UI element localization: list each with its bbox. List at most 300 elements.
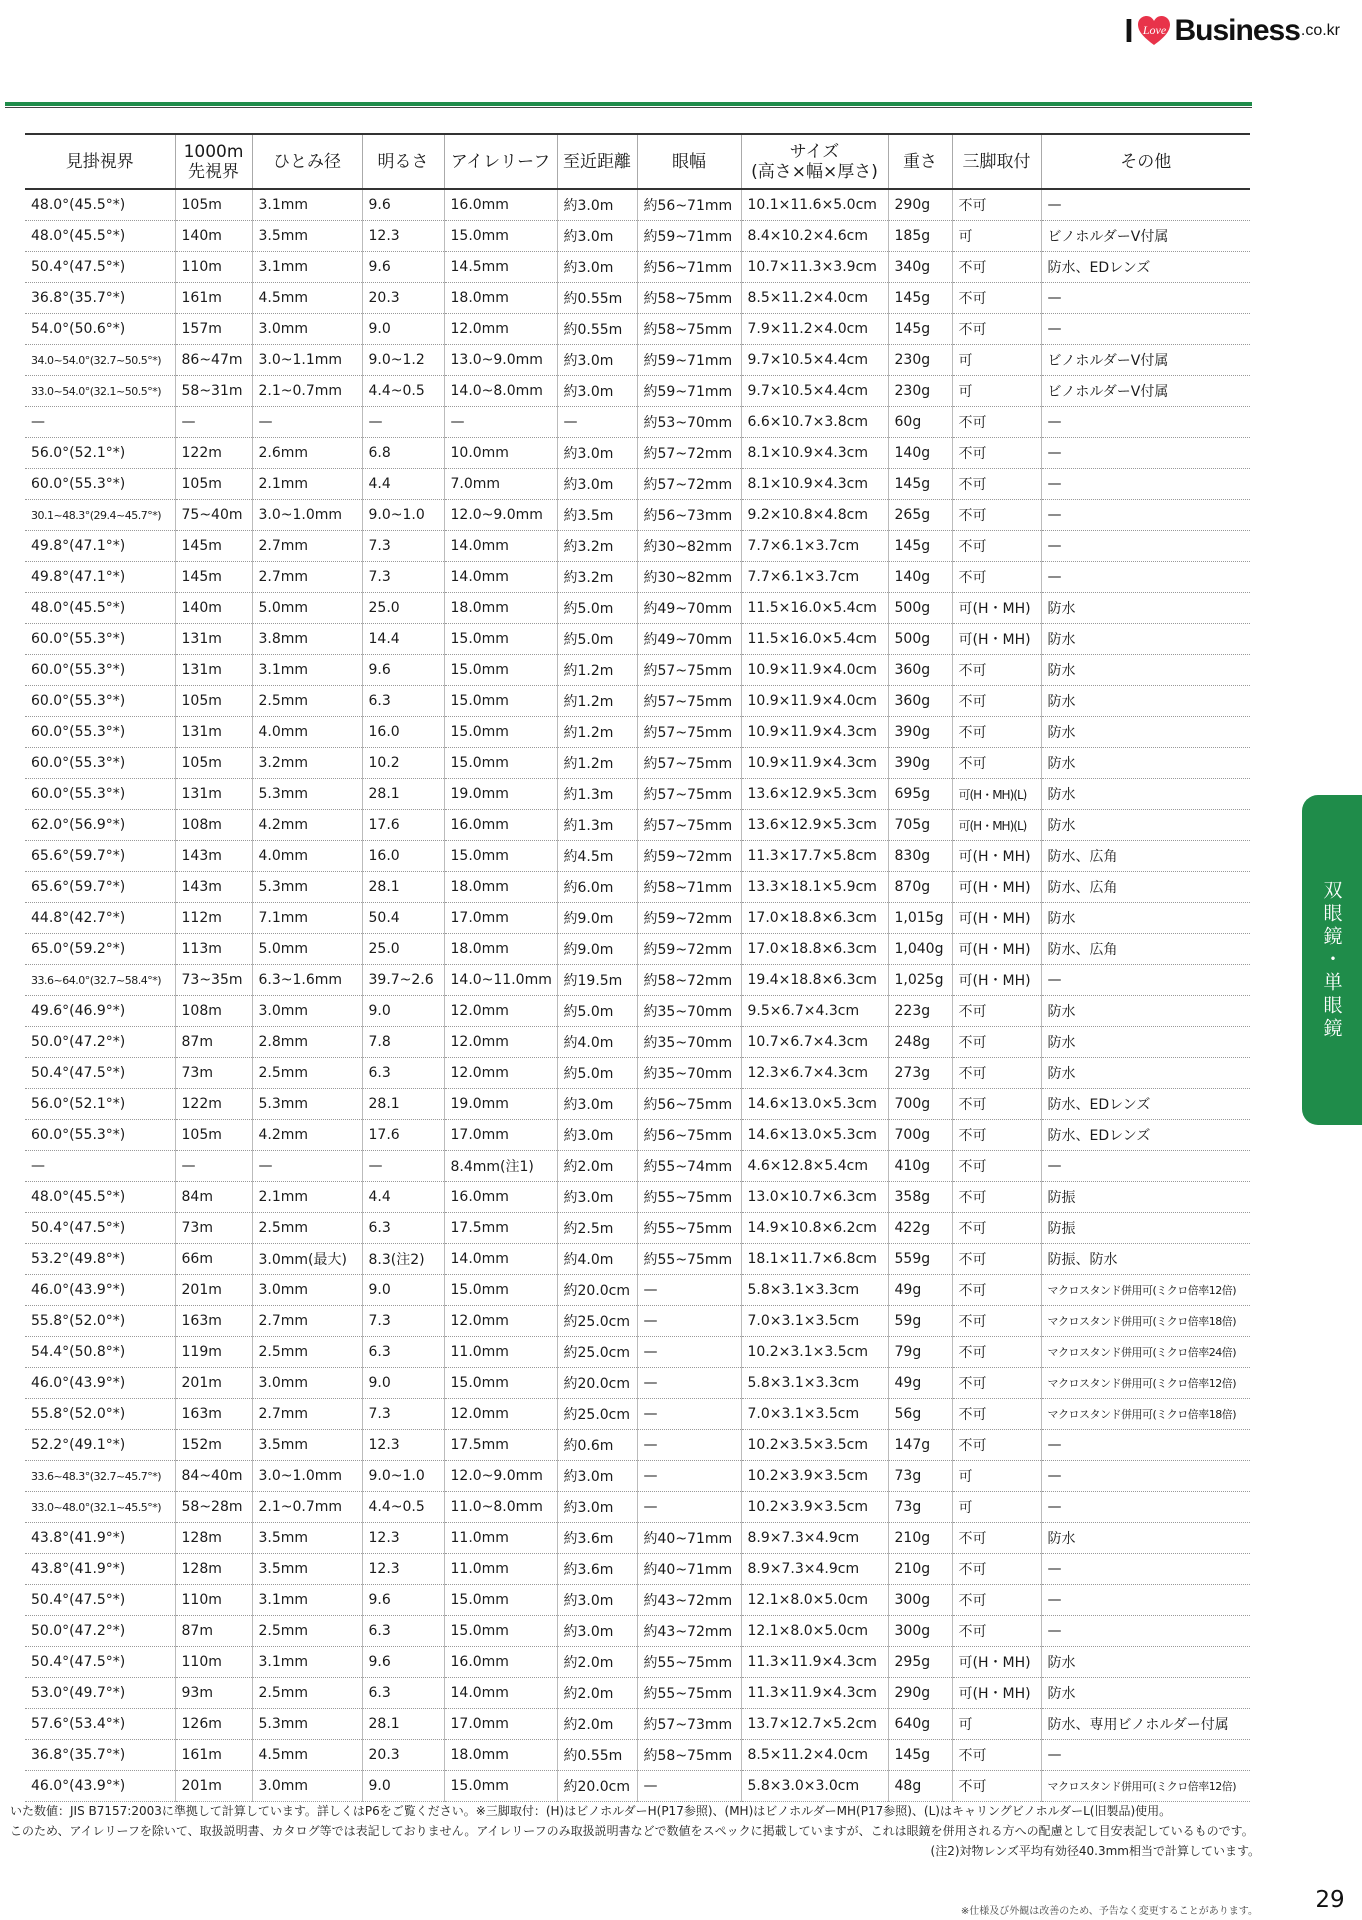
table-cell: 66m bbox=[175, 1244, 252, 1275]
table-cell: 約59~72mm bbox=[637, 903, 741, 934]
table-cell: 約55~75mm bbox=[637, 1647, 741, 1678]
table-cell: 不可 bbox=[952, 1554, 1041, 1585]
table-cell: マクロスタンド併用可(ミクロ倍率12倍) bbox=[1041, 1771, 1250, 1802]
table-row bbox=[25, 624, 1250, 655]
table-cell: 約2.0m bbox=[557, 1709, 637, 1740]
table-cell: 17.5mm bbox=[444, 1430, 557, 1461]
table-cell: 161m bbox=[175, 1740, 252, 1771]
table-cell: マクロスタンド併用可(ミクロ倍率18倍) bbox=[1041, 1399, 1250, 1430]
table-cell: 7.3 bbox=[362, 1306, 444, 1337]
table-cell: 約49~70mm bbox=[637, 624, 741, 655]
table-cell: 10.7×11.3×3.9cm bbox=[741, 252, 888, 283]
table-cell: 300g bbox=[888, 1585, 952, 1616]
table-cell: 17.6 bbox=[362, 1120, 444, 1151]
table-cell: 119m bbox=[175, 1337, 252, 1368]
table-cell: 128m bbox=[175, 1554, 252, 1585]
table-cell: 8.3(注2) bbox=[362, 1244, 444, 1275]
table-cell: 18.1×11.7×6.8cm bbox=[741, 1244, 888, 1275]
table-cell: 55.8°(52.0°*) bbox=[25, 1399, 175, 1430]
table-cell: — bbox=[1041, 314, 1250, 345]
table-cell: 可 bbox=[952, 221, 1041, 252]
column-header-line: その他 bbox=[1120, 151, 1172, 172]
table-cell: 3.0mm(最大) bbox=[252, 1244, 362, 1275]
table-cell: 約57~75mm bbox=[637, 655, 741, 686]
table-cell: 65.6°(59.7°*) bbox=[25, 841, 175, 872]
column-header-line: 明るさ bbox=[377, 151, 429, 172]
table-cell: — bbox=[1041, 1616, 1250, 1647]
table-cell: 50.4°(47.5°*) bbox=[25, 1585, 175, 1616]
table-cell: 3.0~1.1mm bbox=[252, 345, 362, 376]
table-cell: 84~40m bbox=[175, 1461, 252, 1492]
table-cell: 不可 bbox=[952, 1027, 1041, 1058]
table-cell: 9.0~1.2 bbox=[362, 345, 444, 376]
table-cell: 4.4~0.5 bbox=[362, 376, 444, 407]
table-cell: — bbox=[1041, 1430, 1250, 1461]
column-header-line: 至近距離 bbox=[563, 151, 631, 172]
table-cell: 46.0°(43.9°*) bbox=[25, 1771, 175, 1802]
table-cell: 870g bbox=[888, 872, 952, 903]
table-cell: 295g bbox=[888, 1647, 952, 1678]
table-cell: — bbox=[1041, 438, 1250, 469]
table-cell: 防振 bbox=[1041, 1182, 1250, 1213]
table-cell: 3.0mm bbox=[252, 314, 362, 345]
table-cell: 約40~71mm bbox=[637, 1554, 741, 1585]
table-cell: 約59~71mm bbox=[637, 345, 741, 376]
column-header-line: 重さ bbox=[903, 151, 937, 172]
table-cell: 約55~75mm bbox=[637, 1182, 741, 1213]
header-rule bbox=[5, 102, 1252, 106]
table-row bbox=[25, 1213, 1250, 1244]
table-cell: 約35~70mm bbox=[637, 1027, 741, 1058]
table-cell: 46.0°(43.9°*) bbox=[25, 1275, 175, 1306]
table-row bbox=[25, 252, 1250, 283]
table-cell: 防水、広角 bbox=[1041, 872, 1250, 903]
table-cell: 5.8×3.0×3.0cm bbox=[741, 1771, 888, 1802]
table-cell: 2.1~0.7mm bbox=[252, 376, 362, 407]
table-row bbox=[25, 531, 1250, 562]
table-cell: 約3.2m bbox=[557, 531, 637, 562]
table-cell: 6.3 bbox=[362, 686, 444, 717]
table-cell: 2.7mm bbox=[252, 562, 362, 593]
table-cell: 105m bbox=[175, 686, 252, 717]
table-cell: 不可 bbox=[952, 1089, 1041, 1120]
column-header bbox=[952, 134, 1041, 189]
table-cell: 12.0mm bbox=[444, 996, 557, 1027]
table-row bbox=[25, 593, 1250, 624]
table-cell: 56g bbox=[888, 1399, 952, 1430]
table-cell: 8.1×10.9×4.3cm bbox=[741, 438, 888, 469]
table-cell: 5.3mm bbox=[252, 872, 362, 903]
table-cell: 可(H・MH) bbox=[952, 965, 1041, 996]
table-cell: 約53~70mm bbox=[637, 407, 741, 438]
table-row bbox=[25, 1275, 1250, 1306]
table-cell: 360g bbox=[888, 655, 952, 686]
table-cell: 約0.55m bbox=[557, 283, 637, 314]
table-row bbox=[25, 1337, 1250, 1368]
table-cell: 約1.2m bbox=[557, 717, 637, 748]
table-cell: 10.7×6.7×4.3cm bbox=[741, 1027, 888, 1058]
table-cell: 約58~75mm bbox=[637, 1740, 741, 1771]
table-cell: 約6.0m bbox=[557, 872, 637, 903]
table-cell: 12.3×6.7×4.3cm bbox=[741, 1058, 888, 1089]
table-cell: 73g bbox=[888, 1492, 952, 1523]
table-cell: 12.1×8.0×5.0cm bbox=[741, 1616, 888, 1647]
table-row bbox=[25, 1399, 1250, 1430]
table-cell: マクロスタンド併用可(ミクロ倍率18倍) bbox=[1041, 1306, 1250, 1337]
table-cell: 8.1×10.9×4.3cm bbox=[741, 469, 888, 500]
table-cell: 10.9×11.9×4.0cm bbox=[741, 686, 888, 717]
table-cell: 約3.0m bbox=[557, 1616, 637, 1647]
table-cell: 約40~71mm bbox=[637, 1523, 741, 1554]
table-cell: 43.8°(41.9°*) bbox=[25, 1523, 175, 1554]
table-cell: 約57~75mm bbox=[637, 748, 741, 779]
table-cell: 145g bbox=[888, 531, 952, 562]
table-cell: 不可 bbox=[952, 189, 1041, 221]
table-cell: ビノホルダーV付属 bbox=[1041, 221, 1250, 252]
column-header bbox=[637, 134, 741, 189]
table-cell: — bbox=[1041, 1740, 1250, 1771]
table-cell: 52.2°(49.1°*) bbox=[25, 1430, 175, 1461]
table-cell: 17.0mm bbox=[444, 1120, 557, 1151]
table-cell: 約56~73mm bbox=[637, 500, 741, 531]
table-cell: — bbox=[1041, 189, 1250, 221]
table-cell: 9.5×6.7×4.3cm bbox=[741, 996, 888, 1027]
table-cell: 60.0°(55.3°*) bbox=[25, 686, 175, 717]
table-cell: 約25.0cm bbox=[557, 1399, 637, 1430]
table-cell: 6.3 bbox=[362, 1213, 444, 1244]
table-cell: 422g bbox=[888, 1213, 952, 1244]
table-cell: 11.3×17.7×5.8cm bbox=[741, 841, 888, 872]
table-cell: 290g bbox=[888, 1678, 952, 1709]
table-cell: 12.0mm bbox=[444, 1399, 557, 1430]
table-cell: 2.5mm bbox=[252, 1058, 362, 1089]
table-cell: 7.3 bbox=[362, 1399, 444, 1430]
table-cell: 可(H・MH) bbox=[952, 1647, 1041, 1678]
table-cell: — bbox=[1041, 500, 1250, 531]
table-cell: 4.0mm bbox=[252, 841, 362, 872]
table-cell: 73m bbox=[175, 1213, 252, 1244]
table-cell: 2.1mm bbox=[252, 1182, 362, 1213]
table-cell: 可(H・MH) bbox=[952, 593, 1041, 624]
table-cell: 9.0 bbox=[362, 1275, 444, 1306]
table-cell: 8.5×11.2×4.0cm bbox=[741, 1740, 888, 1771]
footnote-3: (注2)対物レンズ平均有効径40.3mm相当で計算しています。 bbox=[930, 1844, 1260, 1858]
table-cell: 約30~82mm bbox=[637, 562, 741, 593]
table-cell: 93m bbox=[175, 1678, 252, 1709]
table-row bbox=[25, 965, 1250, 996]
table-cell: 約3.0m bbox=[557, 1492, 637, 1523]
table-cell: — bbox=[637, 1306, 741, 1337]
table-cell: 不可 bbox=[952, 1585, 1041, 1616]
table-cell: 約3.0m bbox=[557, 1585, 637, 1616]
table-cell: 15.0mm bbox=[444, 1368, 557, 1399]
table-cell: 39.7~2.6 bbox=[362, 965, 444, 996]
table-cell: 60.0°(55.3°*) bbox=[25, 779, 175, 810]
table-cell: 不可 bbox=[952, 531, 1041, 562]
table-cell: 12.3 bbox=[362, 221, 444, 252]
table-cell: 700g bbox=[888, 1089, 952, 1120]
table-cell: 1,015g bbox=[888, 903, 952, 934]
table-cell: 1,040g bbox=[888, 934, 952, 965]
table-cell: 60.0°(55.3°*) bbox=[25, 655, 175, 686]
table-cell: 55.8°(52.0°*) bbox=[25, 1306, 175, 1337]
table-row bbox=[25, 717, 1250, 748]
table-row bbox=[25, 748, 1250, 779]
section-tab[interactable] bbox=[1302, 795, 1362, 1125]
table-cell: 87m bbox=[175, 1027, 252, 1058]
column-header bbox=[444, 134, 557, 189]
table-row bbox=[25, 686, 1250, 717]
table-cell: 不可 bbox=[952, 1740, 1041, 1771]
table-cell: 9.6 bbox=[362, 189, 444, 221]
column-header-line: 眼幅 bbox=[672, 151, 706, 172]
brand-love: Love bbox=[1142, 23, 1167, 37]
table-cell: 4.6×12.8×5.4cm bbox=[741, 1151, 888, 1182]
table-cell: 50.4°(47.5°*) bbox=[25, 252, 175, 283]
table-cell: 56.0°(52.1°*) bbox=[25, 1089, 175, 1120]
table-cell: 不可 bbox=[952, 655, 1041, 686]
footnotes bbox=[10, 1801, 1260, 1861]
table-cell: 7.7×6.1×3.7cm bbox=[741, 562, 888, 593]
table-cell: 2.7mm bbox=[252, 1306, 362, 1337]
table-cell: 不可 bbox=[952, 1430, 1041, 1461]
table-cell: 53.2°(49.8°*) bbox=[25, 1244, 175, 1275]
footnote-1: いた数値：JIS B7157:2003に準拠して計算しています。詳しくはP6をご覧ください。※三脚取付：(H)はビノホルダーH(P17参照)、(MH)はビノホルダーMH(P17参照)、(L)はキャリングビノホルダーL(旧製品)使用。 bbox=[10, 1804, 1172, 1818]
table-cell: 3.5mm bbox=[252, 1523, 362, 1554]
table-cell: 約9.0m bbox=[557, 903, 637, 934]
table-cell: 防水 bbox=[1041, 748, 1250, 779]
table-row bbox=[25, 1306, 1250, 1337]
table-cell: 不可 bbox=[952, 562, 1041, 593]
table-cell: 62.0°(56.9°*) bbox=[25, 810, 175, 841]
table-row bbox=[25, 1554, 1250, 1585]
table-cell: 約57~72mm bbox=[637, 438, 741, 469]
footnote-2: このため、アイレリーフを除いて、取扱説明書、カタログ等では表記しておりません。アイレリーフのみ取扱説明書などで数値をスペックに掲載していますが、これは眼鏡を併用される方への配慮として目安表記しているものです。 bbox=[10, 1824, 1254, 1838]
table-row bbox=[25, 872, 1250, 903]
table-cell: 9.6 bbox=[362, 1647, 444, 1678]
table-cell: 11.3×11.9×4.3cm bbox=[741, 1647, 888, 1678]
table-row bbox=[25, 1430, 1250, 1461]
table-cell: 約3.0m bbox=[557, 252, 637, 283]
table-row bbox=[25, 996, 1250, 1027]
table-cell: 34.0~54.0°(32.7~50.5°*) bbox=[25, 345, 175, 376]
table-cell: 65.0°(59.2°*) bbox=[25, 934, 175, 965]
table-cell: 可 bbox=[952, 376, 1041, 407]
table-cell: 5.3mm bbox=[252, 779, 362, 810]
table-cell: 9.6 bbox=[362, 655, 444, 686]
table-cell: 9.7×10.5×4.4cm bbox=[741, 376, 888, 407]
table-cell: 145g bbox=[888, 469, 952, 500]
table-row bbox=[25, 1120, 1250, 1151]
table-cell: 不可 bbox=[952, 1616, 1041, 1647]
table-cell: 33.0~54.0°(32.1~50.5°*) bbox=[25, 376, 175, 407]
table-cell: 30.1~48.3°(29.4~45.7°*) bbox=[25, 500, 175, 531]
table-cell: 36.8°(35.7°*) bbox=[25, 1740, 175, 1771]
table-cell: 12.0mm bbox=[444, 1306, 557, 1337]
table-cell: 15.0mm bbox=[444, 686, 557, 717]
table-cell: 約3.0m bbox=[557, 1089, 637, 1120]
table-cell: 約4.0m bbox=[557, 1027, 637, 1058]
table-cell: 約30~82mm bbox=[637, 531, 741, 562]
table-cell: 145m bbox=[175, 562, 252, 593]
table-cell: 131m bbox=[175, 624, 252, 655]
table-cell: — bbox=[637, 1337, 741, 1368]
table-cell: 17.0mm bbox=[444, 903, 557, 934]
table-cell: 145m bbox=[175, 531, 252, 562]
brand-logo bbox=[1124, 8, 1340, 54]
table-cell: 105m bbox=[175, 748, 252, 779]
table-cell: 46.0°(43.9°*) bbox=[25, 1368, 175, 1399]
table-cell: 14.0~8.0mm bbox=[444, 376, 557, 407]
table-row bbox=[25, 934, 1250, 965]
table-cell: 145g bbox=[888, 314, 952, 345]
table-cell: — bbox=[1041, 531, 1250, 562]
table-cell: 16.0 bbox=[362, 717, 444, 748]
table-row bbox=[25, 1492, 1250, 1523]
table-cell: 14.5mm bbox=[444, 252, 557, 283]
table-cell: — bbox=[637, 1430, 741, 1461]
table-cell: 2.8mm bbox=[252, 1027, 362, 1058]
table-cell: 140g bbox=[888, 562, 952, 593]
table-cell: 3.5mm bbox=[252, 221, 362, 252]
table-cell: 131m bbox=[175, 655, 252, 686]
table-cell: 2.5mm bbox=[252, 1213, 362, 1244]
table-cell: 11.5×16.0×5.4cm bbox=[741, 593, 888, 624]
column-header-line: 先視界 bbox=[188, 161, 239, 182]
table-cell: 13.0×10.7×6.3cm bbox=[741, 1182, 888, 1213]
table-cell: 防水 bbox=[1041, 624, 1250, 655]
table-cell: 3.0mm bbox=[252, 1368, 362, 1399]
table-cell: 60g bbox=[888, 407, 952, 438]
table-cell: 559g bbox=[888, 1244, 952, 1275]
table-cell: 約1.2m bbox=[557, 686, 637, 717]
table-cell: 2.5mm bbox=[252, 1337, 362, 1368]
table-cell: 8.5×11.2×4.0cm bbox=[741, 283, 888, 314]
table-cell: 56.0°(52.1°*) bbox=[25, 438, 175, 469]
column-header bbox=[741, 134, 888, 189]
table-cell: 可 bbox=[952, 1461, 1041, 1492]
table-cell: — bbox=[637, 1368, 741, 1399]
table-cell: 201m bbox=[175, 1771, 252, 1802]
table-cell: 113m bbox=[175, 934, 252, 965]
table-cell: 防水 bbox=[1041, 903, 1250, 934]
table-cell: 防水 bbox=[1041, 593, 1250, 624]
table-cell: 10.2×3.1×3.5cm bbox=[741, 1337, 888, 1368]
table-cell: 約56~71mm bbox=[637, 189, 741, 221]
table-cell: 108m bbox=[175, 996, 252, 1027]
table-cell: 12.0~9.0mm bbox=[444, 1461, 557, 1492]
table-cell: 6.3 bbox=[362, 1058, 444, 1089]
table-cell: 9.0~1.0 bbox=[362, 500, 444, 531]
table-cell: 防水、広角 bbox=[1041, 934, 1250, 965]
table-cell: 25.0 bbox=[362, 593, 444, 624]
table-cell: 不可 bbox=[952, 500, 1041, 531]
table-cell: 9.6 bbox=[362, 252, 444, 283]
table-cell: 4.4 bbox=[362, 1182, 444, 1213]
table-cell: 約3.0m bbox=[557, 221, 637, 252]
table-cell: 20.3 bbox=[362, 1740, 444, 1771]
table-cell: 3.0~1.0mm bbox=[252, 1461, 362, 1492]
table-cell: 6.3~1.6mm bbox=[252, 965, 362, 996]
table-cell: — bbox=[637, 1492, 741, 1523]
table-cell: 19.4×18.8×6.3cm bbox=[741, 965, 888, 996]
table-cell: 4.2mm bbox=[252, 810, 362, 841]
table-cell: 223g bbox=[888, 996, 952, 1027]
table-cell: 43.8°(41.9°*) bbox=[25, 1554, 175, 1585]
table-cell: 10.0mm bbox=[444, 438, 557, 469]
table-cell: 約3.0m bbox=[557, 469, 637, 500]
table-cell: 3.0mm bbox=[252, 996, 362, 1027]
table-cell: — bbox=[1041, 1554, 1250, 1585]
table-cell: 28.1 bbox=[362, 1709, 444, 1740]
table-cell: 15.0mm bbox=[444, 624, 557, 655]
table-cell: 14.6×13.0×5.3cm bbox=[741, 1120, 888, 1151]
table-cell: 58~28m bbox=[175, 1492, 252, 1523]
table-cell: 約2.0m bbox=[557, 1151, 637, 1182]
table-row bbox=[25, 655, 1250, 686]
table-cell: 60.0°(55.3°*) bbox=[25, 748, 175, 779]
table-row bbox=[25, 500, 1250, 531]
table-cell: 約20.0cm bbox=[557, 1771, 637, 1802]
table-cell: 145g bbox=[888, 1740, 952, 1771]
table-cell: 7.0×3.1×3.5cm bbox=[741, 1306, 888, 1337]
table-cell: 15.0mm bbox=[444, 1771, 557, 1802]
table-cell: 12.3 bbox=[362, 1430, 444, 1461]
table-cell: 約56~75mm bbox=[637, 1089, 741, 1120]
table-cell: 695g bbox=[888, 779, 952, 810]
table-cell: 49g bbox=[888, 1275, 952, 1306]
table-cell: 18.0mm bbox=[444, 1740, 557, 1771]
table-cell: 8.4mm(注1) bbox=[444, 1151, 557, 1182]
table-cell: 3.1mm bbox=[252, 189, 362, 221]
table-cell: 防水 bbox=[1041, 1678, 1250, 1709]
table-cell: 50.4°(47.5°*) bbox=[25, 1058, 175, 1089]
table-cell: 11.3×11.9×4.3cm bbox=[741, 1678, 888, 1709]
table-cell: 不可 bbox=[952, 438, 1041, 469]
table-cell: 約49~70mm bbox=[637, 593, 741, 624]
table-cell: 約25.0cm bbox=[557, 1306, 637, 1337]
table-cell: 約9.0m bbox=[557, 934, 637, 965]
table-row bbox=[25, 345, 1250, 376]
table-cell: 18.0mm bbox=[444, 593, 557, 624]
table-cell: — bbox=[1041, 1461, 1250, 1492]
table-cell: 防水 bbox=[1041, 1647, 1250, 1678]
table-cell: 防水、EDレンズ bbox=[1041, 1089, 1250, 1120]
table-cell: 6.3 bbox=[362, 1678, 444, 1709]
table-cell: 防水 bbox=[1041, 717, 1250, 748]
table-cell: 約1.3m bbox=[557, 779, 637, 810]
table-cell: 防水、EDレンズ bbox=[1041, 1120, 1250, 1151]
table-cell: — bbox=[1041, 1492, 1250, 1523]
table-cell: 122m bbox=[175, 1089, 252, 1120]
table-cell: 9.0 bbox=[362, 1368, 444, 1399]
table-cell: 830g bbox=[888, 841, 952, 872]
column-header bbox=[175, 134, 252, 189]
table-cell: — bbox=[1041, 469, 1250, 500]
table-cell: 13.7×12.7×5.2cm bbox=[741, 1709, 888, 1740]
table-cell: 2.1mm bbox=[252, 469, 362, 500]
table-cell: 230g bbox=[888, 376, 952, 407]
column-header bbox=[25, 134, 175, 189]
table-cell: 17.0mm bbox=[444, 1709, 557, 1740]
table-cell: 7.0mm bbox=[444, 469, 557, 500]
table-cell: 3.0mm bbox=[252, 1275, 362, 1306]
table-cell: 約5.0m bbox=[557, 593, 637, 624]
table-row bbox=[25, 779, 1250, 810]
table-cell: 10.9×11.9×4.0cm bbox=[741, 655, 888, 686]
table-cell: 10.9×11.9×4.3cm bbox=[741, 717, 888, 748]
table-cell: 75~40m bbox=[175, 500, 252, 531]
